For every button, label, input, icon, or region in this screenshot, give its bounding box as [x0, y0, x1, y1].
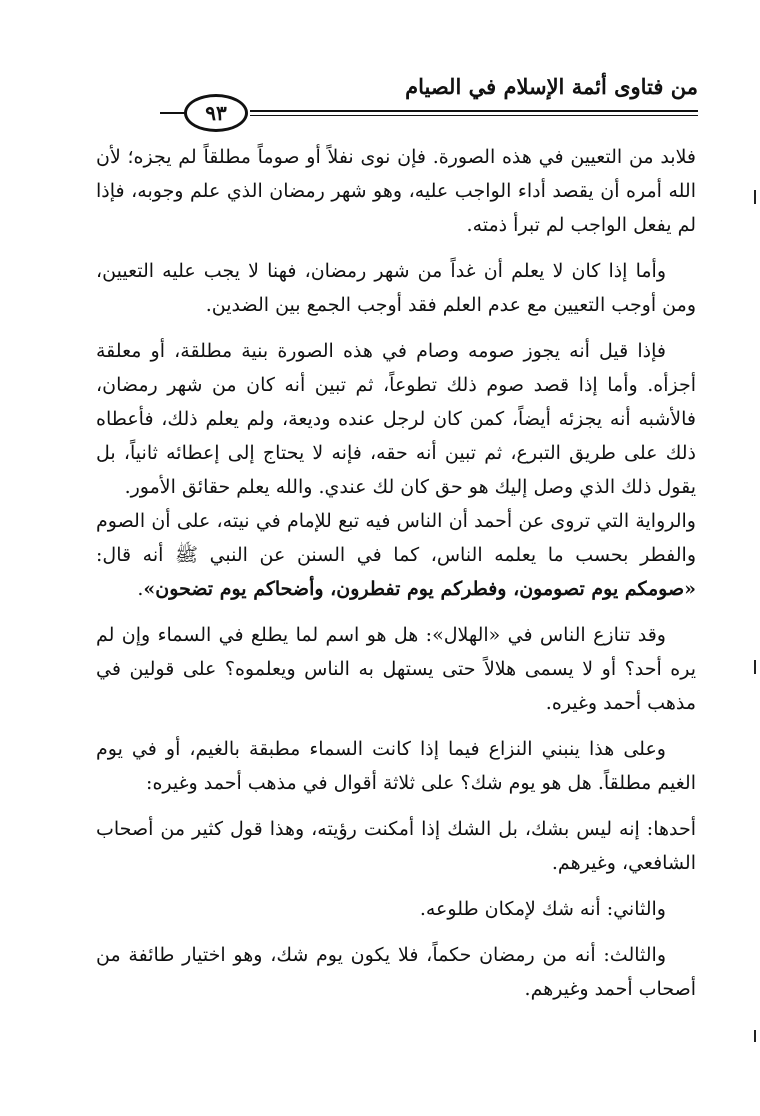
oval-tail: [160, 112, 186, 114]
paragraph: وعلى هذا ينبني النزاع فيما إذا كانت السماء مطبقة بالغيم، أو في يوم الغيم مطلقاً. هل هو يوم شك؟ على ثلاثة أقوال في مذهب أحمد وغيره:: [96, 738, 696, 794]
paragraph: والثالث: أنه من رمضان حكماً، فلا يكون يوم شك، وهو اختيار طائفة من أصحاب أحمد وغيرهم.: [96, 944, 696, 1000]
page-body: [96, 140, 696, 1018]
scan-edge-mark: [754, 660, 756, 674]
scan-edge-mark: [754, 1030, 756, 1042]
riwaya-end: .: [137, 578, 144, 600]
riwaya-paragraph: [96, 504, 696, 606]
paragraph: وأما إذا كان لا يعلم أن غداً من شهر رمضان، فهنا لا يجب عليه التعيين، ومن أوجب التعيين مع عدم العلم فقد أوجب الجمع بين الضدين.: [96, 260, 696, 316]
paragraph: وقد تنازع الناس في «الهلال»: هل هو اسم لما يطلع في السماء وإن لم يره أحد؟ أو لا يسمى هلالاً حتى يستهل به الناس ويعلموه؟ على قولين في مذهب أحمد وغيره.: [96, 624, 696, 714]
running-title: من فتاوى أئمة الإسلام في الصيام: [405, 74, 698, 99]
header-rule: [250, 110, 698, 112]
hadith-quote: «صومكم يوم تصومون، وفطركم يوم تفطرون، وأضحاكم يوم تضحون»: [143, 578, 696, 600]
page-number: ٩٣: [184, 94, 248, 132]
header-rule-thin: [250, 115, 698, 116]
riwaya-text: والرواية التي تروى عن أحمد أن الناس فيه تبع للإمام في نيته، على أن الصوم والفطر بحسب ما يعلمه الناس، كما في السنن عن النبي ﷺ أنه قال:: [96, 510, 696, 566]
running-header: [60, 66, 698, 126]
paragraph: [96, 334, 696, 504]
paragraph: فلابد من التعيين في هذه الصورة. فإن نوى نفلاً أو صوماً مطلقاً لم يجزه؛ لأن الله أمره أن يقصد أداء الواجب عليه، وهو شهر رمضان الذي علم وجوبه، فإذا لم يفعل الواجب لم تبرأ ذمته.: [96, 146, 696, 236]
paragraph-text: فإذا قيل أنه يجوز صومه وصام في هذه الصورة بنية مطلقة، أو معلقة أجزأه. وأما إذا قصد صوم ذلك تطوعاً، ثم تبين أنه كان من شهر رمضان، فالأشبه أنه يجزئه أيضاً، كمن كان لرجل عنده وديعة، ولم يعلم ذلك، فأعطاه ذلك على طريق التبرع، ثم تبين أنه حقه، فإنه لا يحتاج إلى إعطائه ثانياً، بل يقول ذلك الذي وصل إليك هو حق كان لك عندي. والله يعلم حقائق الأمور.: [96, 340, 696, 498]
paragraph: والثاني: أنه شك لإمكان طلوعه.: [419, 898, 666, 920]
paragraph: أحدها: إنه ليس بشك، بل الشك إذا أمكنت رؤيته، وهذا قول كثير من أصحاب الشافعي، وغيرهم.: [96, 818, 696, 874]
scan-edge-mark: [754, 190, 756, 204]
